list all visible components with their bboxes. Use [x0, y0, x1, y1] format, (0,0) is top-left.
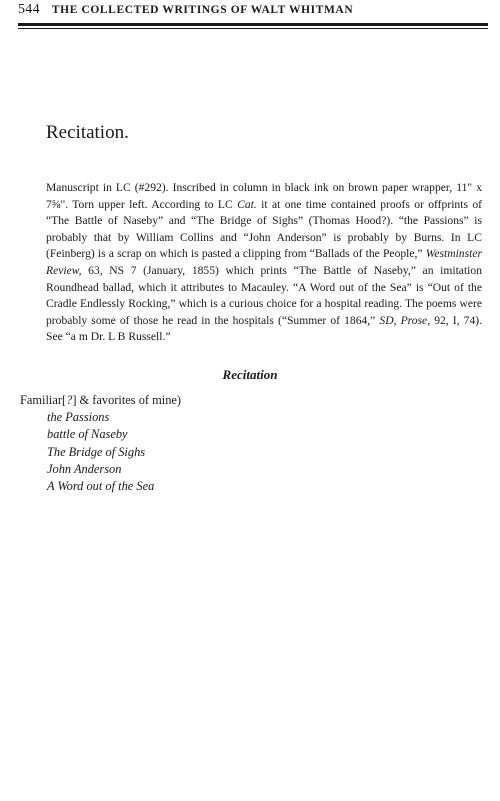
list-item: the Passions: [47, 410, 110, 425]
editorial-note: [46, 180, 482, 346]
list-item: battle of Naseby: [47, 427, 128, 442]
page-number: 544: [18, 2, 40, 17]
list-item: A Word out of the Sea: [47, 479, 155, 494]
intro-text-a: Familiar[: [20, 393, 67, 407]
book-title: THE COLLECTED WRITINGS OF WALT WHITMAN: [51, 4, 354, 16]
list-item: John Anderson: [47, 461, 122, 476]
intro-uncertain-mark: ?: [66, 393, 73, 407]
intro-text-b: ] & favorites of mine): [72, 393, 182, 407]
transcription-title: Recitation: [222, 367, 278, 382]
note-italic-cat: Cat.: [237, 197, 257, 211]
list-item: The Bridge of Sighs: [47, 444, 146, 459]
header-rule-thin: [18, 28, 488, 29]
note-text-1: Manuscript in LC (#292). Inscribed in column in black ink on brown paper wrapper, 11" x 7⅝". Torn upper left. According to LC: [46, 181, 482, 211]
note-text-3: 63, NS 7 (January, 1855) which prints “The Battle of Naseby,” an imitation Roundhead ballad, which it attributes to Macauley. “A Word out of the Sea” is “Out of the Cradle Endlessly Rocking,” which is a curious choice for a hospital reading. The poems were probably some of those he read in the hospitals (“Summer of 1864,”: [46, 263, 482, 327]
transcription-intro: [20, 392, 181, 409]
note-italic-westminster: Westminster Review,: [46, 247, 482, 277]
note-italic-sd-prose: SD, Prose,: [379, 313, 431, 327]
header-rule-thick: [18, 23, 488, 26]
section-title: Recitation.: [46, 122, 129, 143]
running-head: [18, 2, 488, 22]
note-text-4: 92, I, 74). See “a m Dr. L B Russell.”: [46, 313, 482, 344]
transcription-body: [20, 392, 181, 495]
note-text-2: it at one time contained proofs or offprints of “The Battle of Naseby” and “The Bridge of Sighs” (Thomas Hood?). “the Passions” is probably that by William Collins and “John Anderson” is probably by Burns. In LC (Feinberg) is a scrap on which is pasted a clipping from “Ballads of the People,”: [46, 197, 482, 261]
poem-list: [20, 409, 181, 495]
